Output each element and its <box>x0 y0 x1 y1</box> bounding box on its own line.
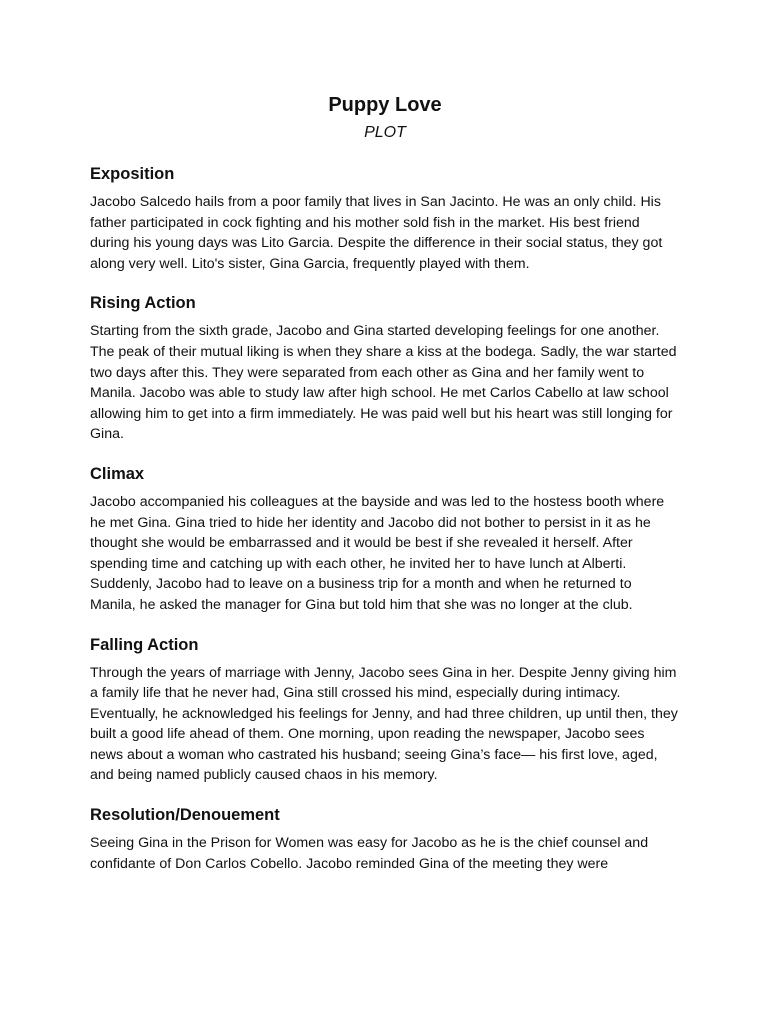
document-title: Puppy Love <box>328 94 442 116</box>
section-heading: Climax <box>90 464 145 483</box>
section-paragraph: Seeing Gina in the Prison for Women was easy for Jacobo as he is the chief counsel and confidante of Don Carlos Cobello. Jacobo reminded Gina of the meeting they were <box>90 835 649 872</box>
section-paragraph: Starting from the sixth grade, Jacobo and Gina started developing feelings for one another. The peak of their mutual liking is when they share a kiss at the bodega. Sadly, the war started two days after this. They were separated from each other as Gina and her family went to Manila. Jacobo was able to study law after high school. He met Carlos Cabello at law school allowing him to get into a firm immediately. He was paid well but his heart was still longing for Gina. <box>90 323 677 443</box>
section-climax <box>90 463 680 616</box>
section-rising-action <box>90 292 680 445</box>
section-paragraph: Jacobo accompanied his colleagues at the bayside and was led to the hostess booth where he met Gina. Gina tried to hide her identity and Jacobo did not bother to persist in it as he thought she would be embarrassed and it would be best if she revealed it herself. After spending time and catching up with each other, he invited her to have lunch at Alberti. Suddenly, Jacobo had to leave on a business trip for a month and when he returned to Manila, he asked the manager for Gina but told him that she was no longer at the club. <box>90 493 665 613</box>
document-subtitle: PLOT <box>364 124 406 141</box>
section-heading: Rising Action <box>90 294 196 313</box>
section-falling-action <box>90 634 680 787</box>
section-exposition <box>90 163 680 274</box>
document-page <box>90 92 680 874</box>
section-heading: Resolution/Denouement <box>90 806 280 825</box>
section-paragraph: Through the years of marriage with Jenny, Jacobo sees Gina in her. Despite Jenny giving him a family life that he never had, Gina still crossed his mind, especially during intimacy. Eventually, he acknowledged his feelings for Jenny, and had three children, up until then, they built a good life ahead of them. One morning, upon reading the newspaper, Jacobo sees news about a woman who castrated his husband; seeing Gina’s face— his first love, aged, and being named publicly caused chaos in his memory. <box>90 664 678 784</box>
section-paragraph: Jacobo Salcedo hails from a poor family that lives in San Jacinto. He was an only child. His father participated in cock fighting and his mother sold fish in the market. His best friend during his young days was Lito Garcia. Despite the difference in their social status, they got along very well. Lito's sister, Gina Garcia, frequently played with them. <box>90 194 663 272</box>
section-heading: Falling Action <box>90 635 199 654</box>
section-resolution <box>90 804 680 874</box>
section-heading: Exposition <box>90 165 175 183</box>
